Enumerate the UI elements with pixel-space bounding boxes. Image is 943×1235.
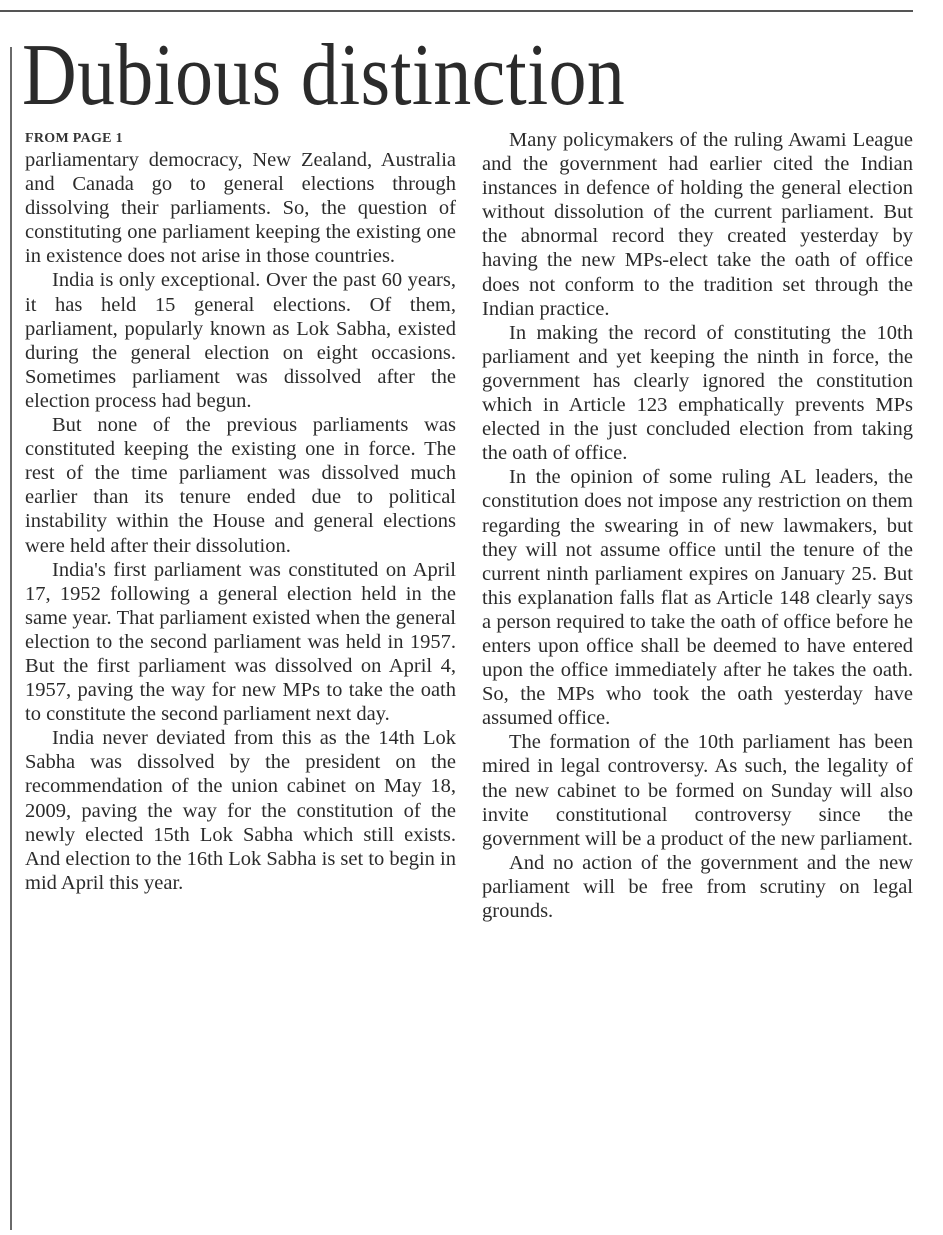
paragraph: parliamentary democracy, New Zealand, Australia and Canada go to general elections through dissolving their parliaments. So, the question of constituting one parliament keeping the existing one in existence does not arise in those countries. [25, 149, 456, 268]
paragraph: And no action of the government and the new parliament will be free from scrutiny on legal grounds. [482, 851, 913, 922]
left-column-rule [10, 47, 12, 1230]
paragraph: In making the record of constituting the 10th parliament and yet keeping the ninth in force, the government has clearly ignored the constitution which in Article 123 emphatically prevents MPs elected in the just concluded election from taking the oath of office. [482, 321, 913, 465]
kicker-from-page: FROM PAGE 1 [25, 131, 123, 146]
headline: Dubious distinction [22, 27, 626, 124]
paragraph: In the opinion of some ruling AL leaders, the constitution does not impose any restriction on them regarding the swearing in of new lawmakers, but they will not assume office until the tenure of the current ninth parliament expires on January 25. But this explanation falls flat as Article 148 clearly says a person required to take the oath of office before he enters upon office shall be deemed to have entered upon the office immediately after he takes the oath. So, the MPs who took the oath yesterday have assumed office. [482, 466, 913, 730]
paragraph: But none of the previous parliaments was constituted keeping the existing one in force. The rest of the time parliament was dissolved much earlier than its tenure ended due to political instability within the House and general elections were held after their dissolution. [25, 414, 456, 557]
left-column [25, 131, 456, 895]
paragraph: Many policymakers of the ruling Awami League and the government had earlier cited the Indian instances in defence of holding the general election without dissolution of the current parliament. But the abnormal record they created yesterday by having the new MPs-elect take the oath of office does not conform to the tradition set through the Indian practice. [482, 129, 913, 320]
paragraph: The formation of the 10th parliament has been mired in legal controversy. As such, the legality of the new cabinet to be formed on Sunday will also invite constitutional controversy since the government will be a product of the new parliament. [482, 731, 913, 850]
paragraph: India never deviated from this as the 14th Lok Sabha was dissolved by the president on the recommendation of the union cabinet on May 18, 2009, paving the way for the constitution of the newly elected 15th Lok Sabha which still exists. And election to the 16th Lok Sabha is set to begin in mid April this year. [25, 727, 457, 894]
top-rule [0, 10, 913, 12]
right-column [482, 128, 913, 923]
paragraph: India's first parliament was constituted on April 17, 1952 following a general election held in the same year. That parliament existed when the general election to the second parliament was held in 1957. But the first parliament was dissolved on April 4, 1957, paving the way for new MPs to take the oath to constitute the second parliament next day. [25, 558, 456, 726]
paragraph: India is only exceptional. Over the past 60 years, it has held 15 general elections. Of them, parliament, popularly known as Lok Sabha, existed during the general election on eight occasions. Sometimes parliament was dissolved after the election process had begun. [25, 269, 456, 412]
